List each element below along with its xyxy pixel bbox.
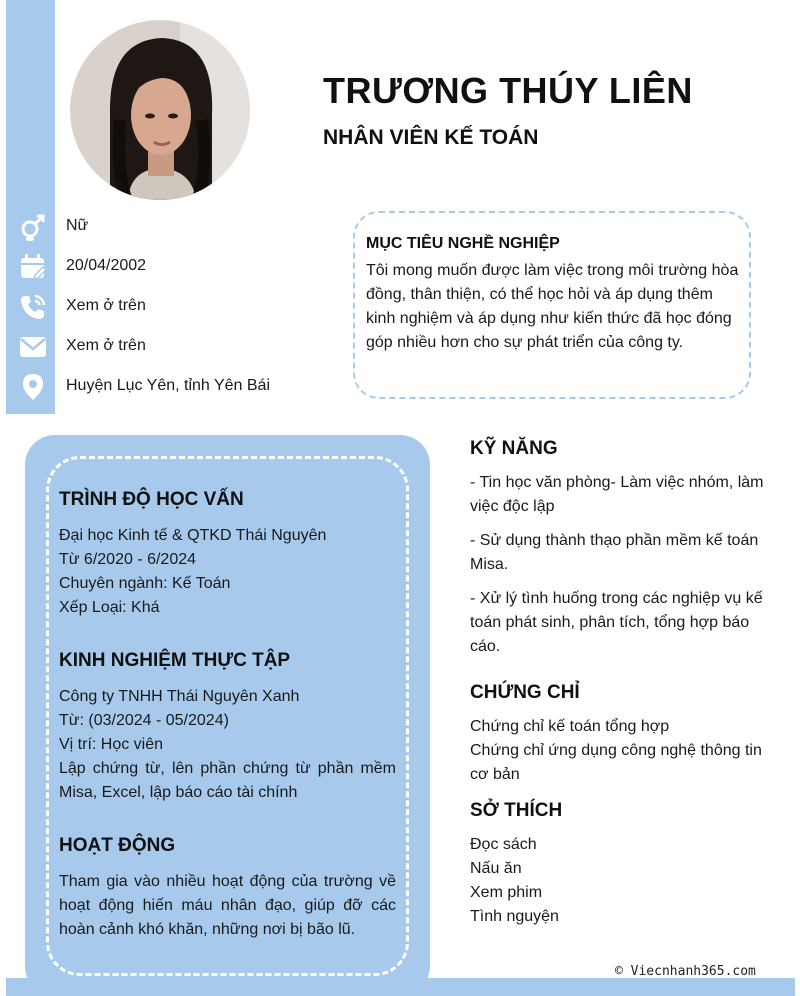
contact-birthday (6, 247, 336, 287)
certificates-title: CHỨNG CHỈ (470, 682, 580, 703)
education-line: Xếp Loại: Khá (59, 599, 160, 616)
certificate-item: Chứng chỉ ứng dụng công nghệ thông tin cơ bản (470, 742, 762, 783)
contact-address (6, 367, 336, 407)
skills-title: KỸ NĂNG (470, 438, 558, 459)
internship-line: Từ: (03/2024 - 05/2024) (59, 712, 229, 729)
activities-text: Tham gia vào nhiều hoạt động của trường về hoạt động hiến máu nhân đạo, giúp đỡ các hoàn cảnh khó khăn, những nơi bị bão lũ. (59, 873, 396, 938)
avatar (70, 20, 250, 200)
objective-text: Tôi mong muốn được làm việc trong môi trường hòa đồng, thân thiện, có thể học hỏi và áp dụng thêm kinh nghiệm và áp dụng như kiến thức đã học đóng góp nhiều hơn cho sự phát triển của công ty. (366, 262, 739, 351)
phone-icon (19, 293, 47, 321)
skill-item: - Tin học văn phòng- Làm việc nhóm, làm việc độc lập (470, 474, 764, 515)
career-objective-box (353, 211, 751, 399)
email-icon (19, 333, 47, 361)
internship-line: Lập chứng từ, lên phần chứng từ phần mềm Misa, Excel, lập báo cáo tài chính (59, 760, 396, 801)
activities-title: HOẠT ĐỘNG (59, 835, 176, 856)
internship-lines (59, 685, 396, 805)
address-text: Huyện Lục Yên, tỉnh Yên Bái (66, 377, 270, 394)
candidate-name: TRƯƠNG THÚY LIÊN (323, 70, 693, 111)
gender-icon (19, 213, 47, 241)
internship-title: KINH NGHIỆM THỰC TẬP (59, 650, 291, 671)
certificate-item: Chứng chỉ kế toán tổng hợp (470, 718, 670, 735)
skills-list (470, 471, 765, 669)
education-line: Chuyên ngành: Kế Toán (59, 575, 231, 592)
birthday-text: 20/04/2002 (66, 257, 147, 274)
hobby-item: Tình nguyện (470, 908, 559, 925)
hobby-item: Xem phim (470, 884, 543, 901)
email-text: Xem ở trên (66, 337, 146, 354)
hobby-item: Đọc sách (470, 836, 537, 853)
education-title: TRÌNH ĐỘ HỌC VẤN (59, 489, 244, 510)
watermark-text: © Viecnhanh365.com (615, 964, 756, 979)
calendar-icon (19, 253, 47, 281)
hobbies-list (470, 833, 765, 929)
internship-line: Vị trí: Học viên (59, 736, 164, 753)
hobbies-title: SỞ THÍCH (470, 800, 563, 821)
certificates-list (470, 715, 770, 787)
contact-gender (6, 207, 336, 247)
skill-item: - Xử lý tình huống trong các nghiệp vụ kế toán phát sinh, phân tích, tổng hợp báo cáo. (470, 590, 763, 655)
education-lines (59, 524, 396, 620)
gender-text: Nữ (66, 217, 89, 234)
objective-title: MỤC TIÊU NGHỀ NGHIỆP (366, 235, 560, 252)
contact-email (6, 327, 336, 367)
skill-item: - Sử dụng thành thạo phần mềm kế toán Misa. (470, 532, 759, 573)
education-line: Từ 6/2020 - 6/2024 (59, 551, 197, 568)
contact-phone (6, 287, 336, 327)
phone-text: Xem ở trên (66, 297, 146, 314)
location-pin-icon (19, 373, 47, 401)
job-title: NHÂN VIÊN KẾ TOÁN (323, 126, 539, 149)
profile-photo (70, 20, 250, 200)
education-line: Đại học Kinh tế & QTKD Thái Nguyên (59, 527, 327, 544)
internship-line: Công ty TNHH Thái Nguyên Xanh (59, 688, 300, 705)
hobby-item: Nấu ăn (470, 860, 522, 877)
